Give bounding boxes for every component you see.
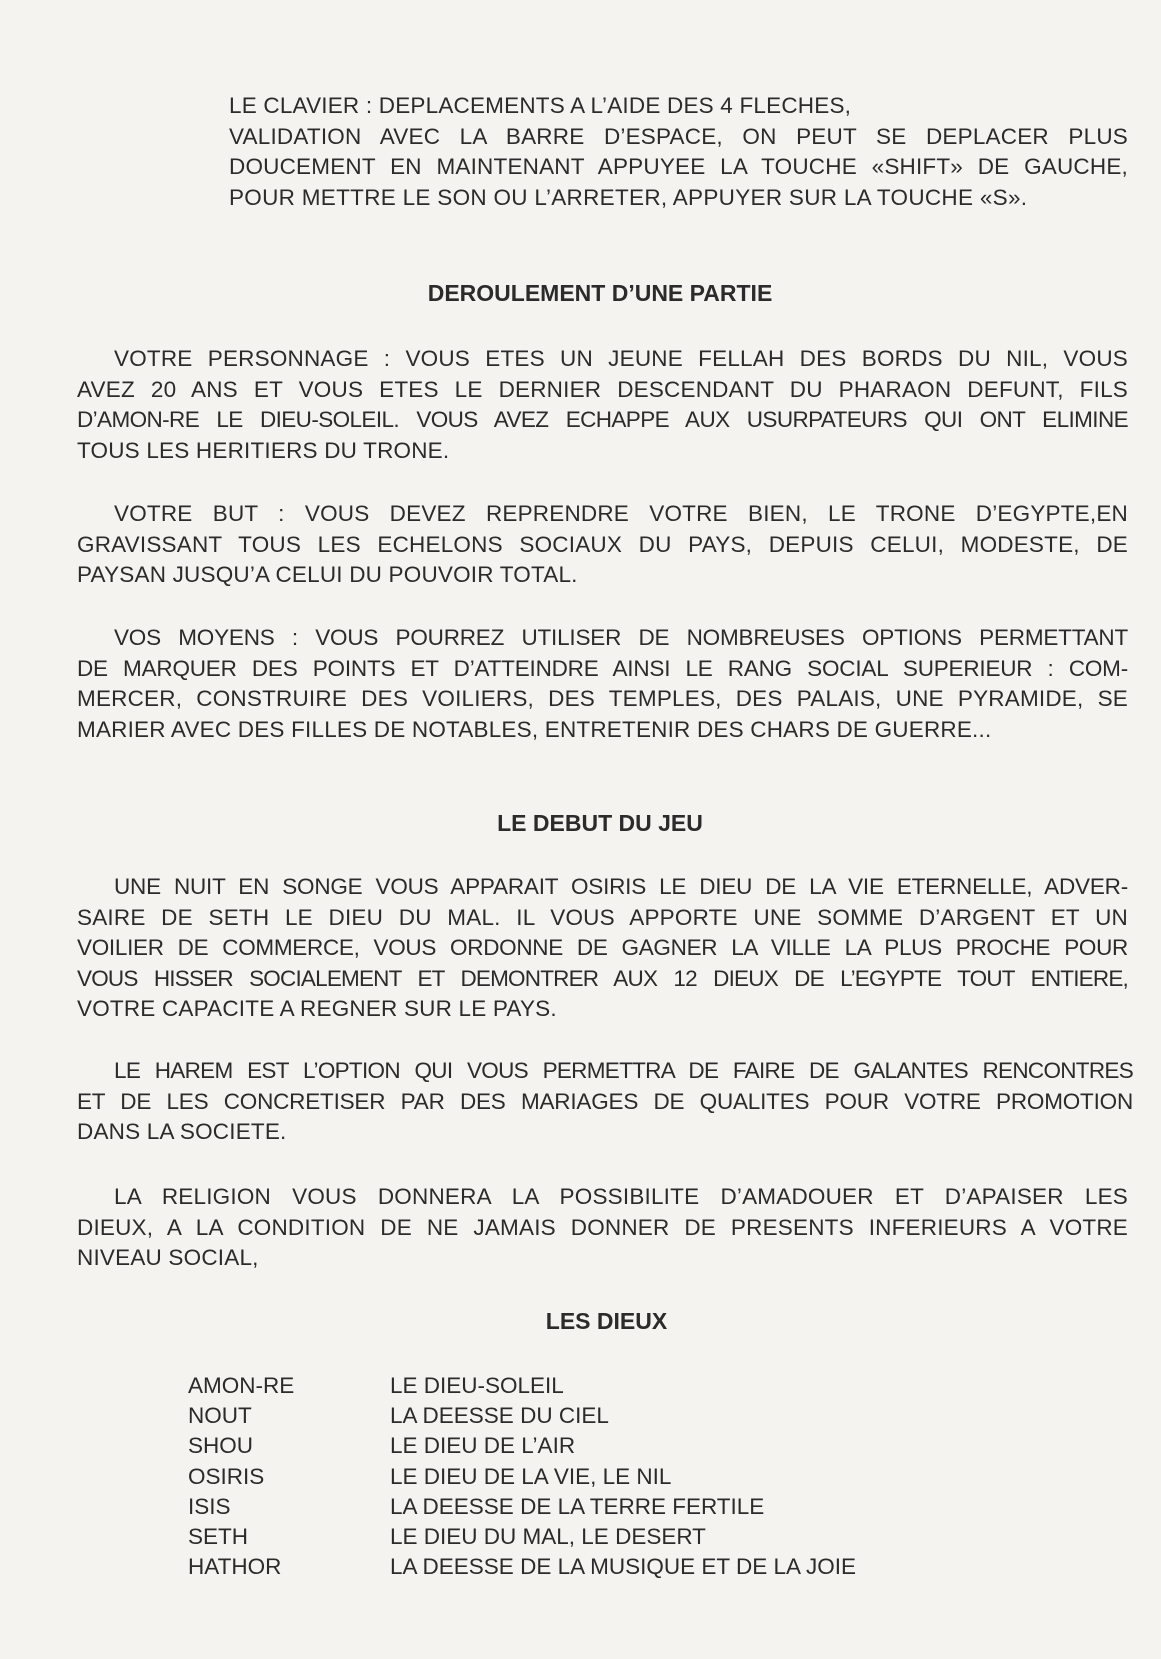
god-name: HATHOR xyxy=(188,1554,282,1580)
god-name: OSIRIS xyxy=(188,1463,265,1489)
text-line: LE CLAVIER : DEPLACEMENTS A L’AIDE DES 4 FLECHES, xyxy=(229,93,852,118)
god-description: LE DIEU DU MAL, LE DESERT xyxy=(390,1524,706,1550)
text-line: VALIDATION AVEC LA BARRE D’ESPACE, ON PEUT SE DEPLACER PLUS xyxy=(229,123,1128,149)
keyboard-instructions xyxy=(229,91,1128,213)
text-line: ET DE LES CONCRETISER PAR DES MARIAGES DE QUALITES POUR VOTRE PROMOTION xyxy=(77,1088,1133,1114)
god-name: SETH xyxy=(188,1524,249,1550)
text-line: GRAVISSANT TOUS LES ECHELONS SOCIAUX DU PAYS, DEPUIS CELUI, MODESTE, DE xyxy=(77,531,1128,557)
god-row xyxy=(188,1492,856,1522)
god-name: NOUT xyxy=(188,1403,252,1429)
text-line: VOUS HISSER SOCIALEMENT ET DEMONTRER AUX 12 DIEUX DE L’EGYPTE TOUT ENTIERE, xyxy=(77,965,1128,991)
god-row xyxy=(188,1552,856,1582)
paragraph-but xyxy=(77,499,1128,591)
god-name: AMON-RE xyxy=(188,1373,295,1398)
text-line: VOTRE BUT : VOUS DEVEZ REPRENDRE VOTRE BIEN, LE TRONE D’EGYPTE,EN xyxy=(114,501,1128,526)
god-row xyxy=(188,1522,856,1552)
text-line: DE MARQUER DES POINTS ET D’ATTEINDRE AINSI LE RANG SOCIAL SUPERIEUR : COM- xyxy=(77,655,1128,681)
text-line: VOTRE PERSONNAGE : VOUS ETES UN JEUNE FELLAH DES BORDS DU NIL, VOUS xyxy=(114,346,1128,371)
text-line: D’AMON-RE LE DIEU-SOLEIL. VOUS AVEZ ECHAPPE AUX USURPATEURS QUI ONT ELIMINE xyxy=(77,407,1128,432)
text-line: VOS MOYENS : VOUS POURREZ UTILISER DE NOMBREUSES OPTIONS PERMETTANT xyxy=(114,625,1128,650)
text-line: SAIRE DE SETH LE DIEU DU MAL. IL VOUS APPORTE UNE SOMME D’ARGENT ET UN xyxy=(77,904,1128,930)
paragraph-personnage xyxy=(77,344,1128,466)
god-row xyxy=(188,1371,856,1401)
paragraph-moyens xyxy=(77,623,1128,745)
god-row xyxy=(188,1462,856,1492)
text-line: LA RELIGION VOUS DONNERA LA POSSIBILITE D’AMADOUER ET D’APAISER LES xyxy=(114,1184,1128,1209)
text-line: LE HAREM EST L’OPTION QUI VOUS PERMETTRA DE FAIRE DE GALANTES RENCONTRES xyxy=(114,1058,1133,1083)
god-description: LE DIEU DE LA VIE, LE NIL xyxy=(390,1463,672,1489)
text-line: DIEUX, A LA CONDITION DE NE JAMAIS DONNER DE PRESENTS INFERIEURS A VOTRE xyxy=(77,1214,1128,1240)
god-name: ISIS xyxy=(188,1493,231,1519)
text-line: PAYSAN JUSQU’A CELUI DU POUVOIR TOTAL. xyxy=(77,562,578,587)
god-description: LE DIEU DE L’AIR xyxy=(390,1433,576,1459)
gods-title: LES DIEUX xyxy=(545,1308,668,1334)
god-description: LA DEESSE DU CIEL xyxy=(390,1403,609,1429)
god-row xyxy=(188,1401,856,1431)
text-line: NIVEAU SOCIAL, xyxy=(77,1245,259,1270)
text-line: VOTRE CAPACITE A REGNER SUR LE PAYS. xyxy=(77,996,557,1021)
text-line: TOUS LES HERITIERS DU TRONE. xyxy=(77,437,450,463)
god-description: LE DIEU-SOLEIL xyxy=(390,1373,564,1398)
section-heading-debut: LE DEBUT DU JEU xyxy=(497,810,703,836)
text-line: UNE NUIT EN SONGE VOUS APPARAIT OSIRIS LE DIEU DE LA VIE ETERNELLE, ADVER- xyxy=(114,874,1128,899)
text-line: DANS LA SOCIETE. xyxy=(77,1119,287,1144)
text-line: POUR METTRE LE SON OU L’ARRETER, APPUYER SUR LA TOUCHE «S». xyxy=(229,184,1028,210)
text-line: MERCER, CONSTRUIRE DES VOILIERS, DES TEMPLES, DES PALAIS, UNE PYRAMIDE, SE xyxy=(77,686,1128,711)
god-description: LA DEESSE DE LA MUSIQUE ET DE LA JOIE xyxy=(390,1554,857,1580)
god-name: SHOU xyxy=(188,1433,254,1459)
section-heading-deroulement: DEROULEMENT D’UNE PARTIE xyxy=(427,280,773,306)
text-line: MARIER AVEC DES FILLES DE NOTABLES, ENTRETENIR DES CHARS DE GUERRE... xyxy=(77,716,992,742)
paragraph-debut xyxy=(77,872,1128,1025)
paragraph-harem xyxy=(77,1056,1133,1148)
text-line: VOILIER DE COMMERCE, VOUS ORDONNE DE GAGNER LA VILLE LA PLUS PROCHE POUR xyxy=(77,935,1128,960)
god-row xyxy=(188,1431,856,1461)
text-line: AVEZ 20 ANS ET VOUS ETES LE DERNIER DESCENDANT DU PHARAON DEFUNT, FILS xyxy=(77,376,1128,402)
god-description: LA DEESSE DE LA TERRE FERTILE xyxy=(390,1493,765,1519)
text-line: DOUCEMENT EN MAINTENANT APPUYEE LA TOUCHE «SHIFT» DE GAUCHE, xyxy=(229,154,1128,179)
paragraph-religion xyxy=(77,1182,1128,1274)
gods-table xyxy=(188,1371,856,1582)
